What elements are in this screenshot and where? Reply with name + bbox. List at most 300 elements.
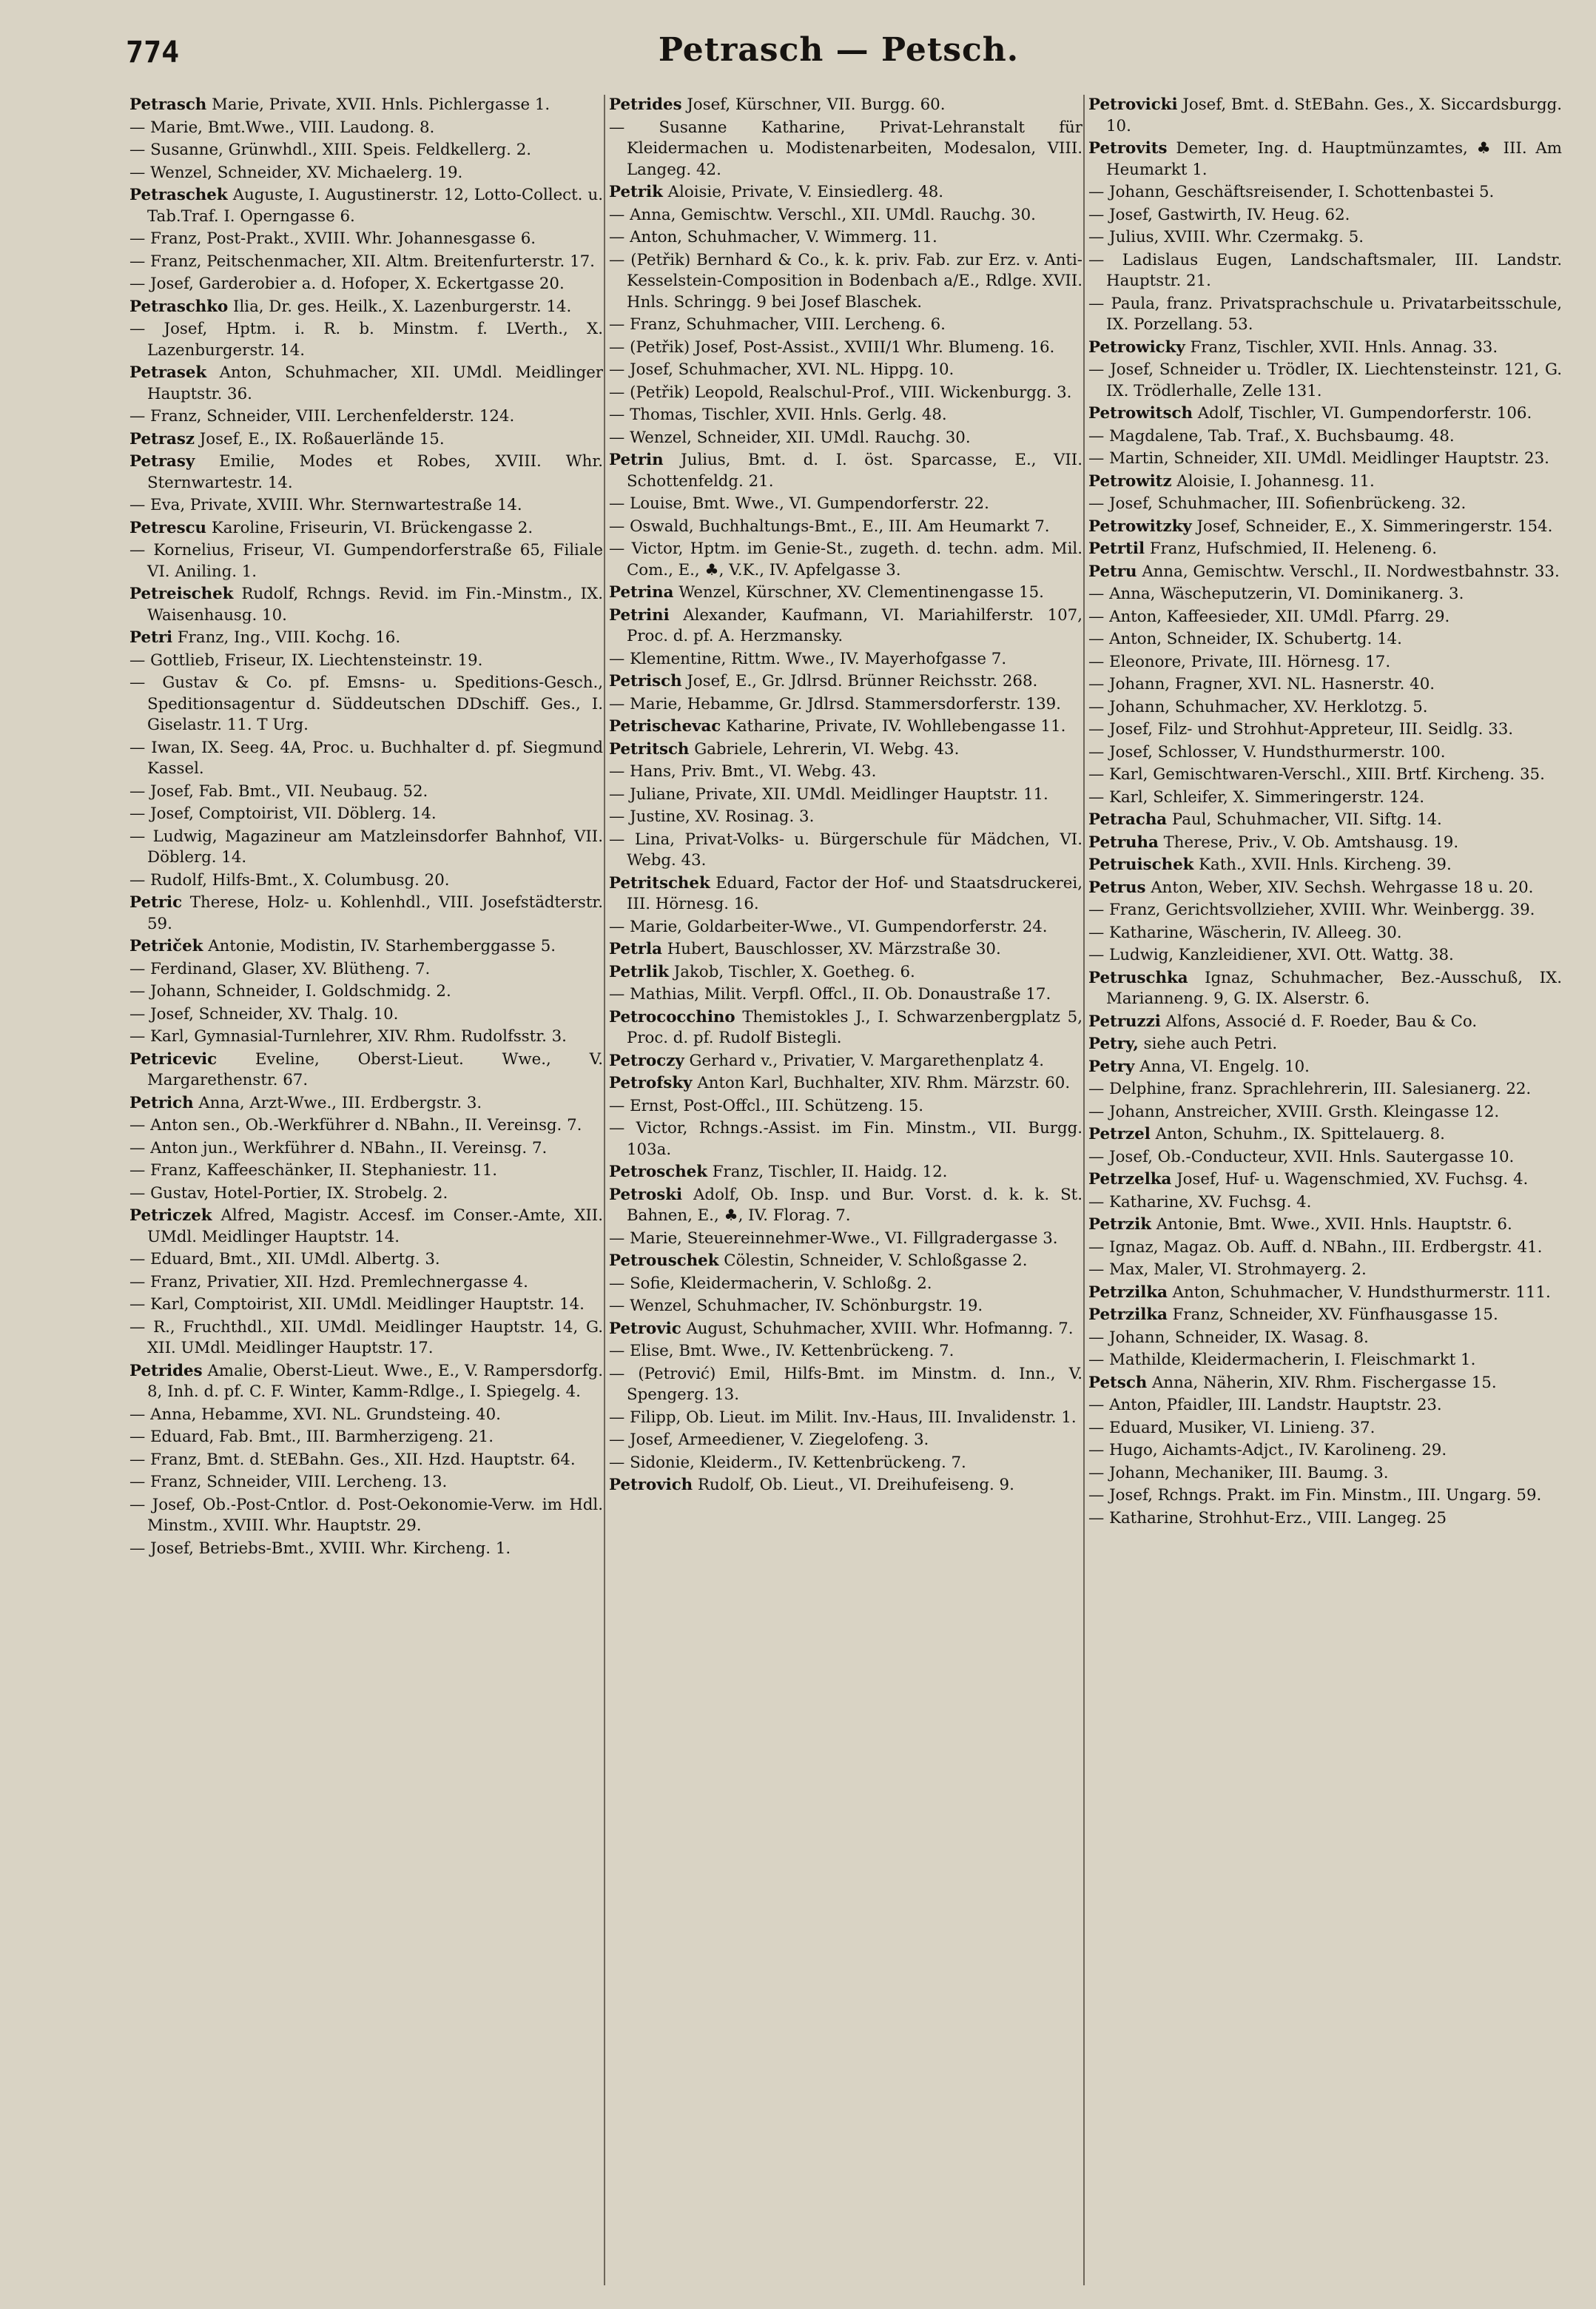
continuation-dash: — [129, 163, 151, 182]
entry-text: Eduard, Factor der Hof- und Staatsdruckerei, III. Hörnesg. 16. [627, 873, 1082, 913]
entry-surname: Petritsch [609, 739, 690, 759]
continuation-dash: — [609, 1297, 630, 1315]
directory-entry [609, 539, 1082, 581]
entry-text: Katharine, XV. Fuchsg. 4. [1109, 1192, 1312, 1211]
directory-entry [1088, 787, 1562, 809]
entry-text: Auguste, I. Augustinerstr. 12, Lotto-Collect. u. Tab.Traf. I. Operngasse 6. [147, 186, 603, 226]
continuation-dash: — [609, 784, 630, 804]
directory-entry [609, 1118, 1082, 1160]
continuation-dash: — [1088, 426, 1110, 446]
directory-entry [1088, 1237, 1562, 1259]
continuation-dash: — [129, 496, 151, 514]
entry-text: Sofie, Kleidermacherin, V. Schloßg. 2. [630, 1274, 932, 1293]
directory-entry [129, 1206, 603, 1248]
entry-text: Josef, Comptoirist, VII. Döblerg. 14. [150, 804, 437, 823]
directory-entry [609, 182, 1082, 204]
entry-text: Josef, Betriebs-Bmt., XVIII. Whr. Kircheng. 1. [150, 1539, 511, 1558]
directory-entry [1088, 719, 1562, 741]
entry-text: R., Fruchthdl., XII. UMdl. Meidlinger Hauptstr. 14, G. XII. UMdl. Meidlinger Hauptstr. 17. [147, 1317, 603, 1357]
continuation-dash: — [1088, 205, 1110, 224]
continuation-dash: — [609, 1364, 639, 1383]
entry-text: Josef, E., IX. Roßauerlände 15. [194, 429, 445, 448]
directory-entry [1088, 1169, 1562, 1191]
directory-entry [1088, 1305, 1562, 1326]
entry-text: Gottlieb, Friseur, IX. Liechtensteinstr. 19. [150, 651, 483, 670]
entry-text: Aloisie, I. Johannesg. 11. [1171, 471, 1375, 491]
directory-entry [129, 229, 603, 250]
entry-text: Josef, Gastwirth, IV. Heug. 62. [1109, 205, 1350, 224]
directory-entry [609, 1296, 1082, 1317]
directory-entry [129, 363, 603, 405]
directory-entry [1088, 945, 1562, 967]
entry-text: Franz, Gerichtsvollzieher, XVIII. Whr. Weinbergg. 39. [1109, 901, 1535, 919]
directory-entry [1088, 426, 1562, 448]
entry-text: Juliane, Private, XII. UMdl. Meidlinger Hauptstr. 11. [630, 784, 1048, 804]
continuation-dash: — [609, 205, 630, 224]
directory-entry [609, 227, 1082, 249]
directory-entry [609, 605, 1082, 648]
directory-entry [1088, 1395, 1562, 1416]
entry-text: Aloisie, Private, V. Einsiedlerg. 48. [662, 183, 944, 201]
directory-entry [609, 784, 1082, 806]
directory-entry [1088, 1373, 1562, 1394]
entry-text: Louise, Bmt. Wwe., VI. Gumpendorferstr. 22. [630, 494, 989, 513]
entry-text: Justine, XV. Rosinag. 3. [630, 807, 815, 826]
entry-text: Johann, Anstreicher, XVIII. Grsth. Kleingasse 12. [1109, 1102, 1500, 1121]
entry-text: Eleonore, Private, III. Hörnesg. 17. [1109, 652, 1391, 671]
entry-text: Cölestin, Schneider, V. Schloßgasse 2. [718, 1251, 1028, 1270]
continuation-dash: — [129, 141, 151, 159]
entry-text: Kornelius, Friseur, VI. Gumpendorferstraße 65, Filiale VI. Aniling. 1. [147, 541, 603, 581]
directory-entry [1088, 764, 1562, 786]
directory-entry [609, 1162, 1082, 1183]
directory-entry [129, 1495, 603, 1537]
continuation-dash: — [1088, 1508, 1110, 1527]
directory-entry [1088, 900, 1562, 921]
directory-entry [609, 582, 1082, 604]
directory-entry [1088, 697, 1562, 719]
directory-entry [1088, 968, 1562, 1010]
entry-surname: Petric [129, 893, 183, 912]
entry-text: Ernst, Post-Offcl., III. Schützeng. 15. [630, 1096, 924, 1115]
directory-entry [1088, 1124, 1562, 1146]
continuation-dash: — [129, 275, 151, 293]
entry-surname: Petry [1088, 1057, 1135, 1076]
continuation-dash: — [129, 1272, 151, 1291]
continuation-dash: — [1088, 630, 1110, 648]
directory-entry [129, 782, 603, 803]
directory-entry [129, 518, 603, 540]
continuation-dash: — [609, 1274, 630, 1293]
directory-entry [1088, 294, 1562, 336]
entry-text: Demeter, Ing. d. Hauptmünzamtes, ♣ III. Am Heumarkt 1. [1106, 139, 1562, 179]
directory-entry [609, 1430, 1082, 1451]
directory-entry [1088, 652, 1562, 673]
entry-text: Josef, Filz- und Strohhut-Appreteur, III. Seidlg. 33. [1109, 720, 1514, 739]
directory-entry [609, 337, 1082, 359]
entry-text: Alfons, Associé d. F. Roeder, Bau & Co. [1160, 1012, 1478, 1031]
continuation-dash: — [609, 807, 630, 826]
directory-entry [129, 1272, 603, 1294]
directory-entry [609, 428, 1082, 449]
directory-entry [129, 319, 603, 361]
continuation-dash: — [129, 541, 154, 559]
continuation-dash: — [609, 1408, 630, 1427]
entry-text: Lina, Privat-Volks- u. Bürgerschule für Mädchen, VI. Webg. 43. [627, 830, 1082, 870]
continuation-dash: — [129, 827, 153, 846]
directory-entry [129, 738, 603, 780]
entry-text: Max, Maler, VI. Strohmayerg. 2. [1109, 1260, 1367, 1279]
entry-surname: Petry, [1088, 1035, 1139, 1053]
entry-text: Josef, Schuhmacher, XVI. NL. Hippg. 10. [630, 360, 954, 379]
entry-text: Themistokles J., I. Schwarzenbergplatz 5, Proc. d. pf. Rudolf Bistegli. [627, 1007, 1082, 1047]
continuation-dash: — [609, 494, 630, 513]
entry-text: Marie, Hebamme, Gr. Jdlrsd. Stammersdorferstr. 139. [630, 694, 1061, 713]
page-header [126, 30, 1552, 81]
continuation-dash: — [1088, 742, 1110, 762]
entry-surname: Petrzilka [1088, 1283, 1168, 1302]
entry-text: Katharine, Private, IV. Wohllebengasse 11. [721, 717, 1066, 736]
directory-entry [129, 163, 603, 184]
continuation-dash: — [1088, 360, 1111, 379]
entry-text: Magdalene, Tab. Traf., X. Buchsbaumg. 48. [1109, 426, 1455, 446]
entry-text: Josef, Bmt. d. StEBahn. Ges., X. Siccardsburgg. 10. [1106, 95, 1562, 135]
entry-surname: Petrouschek [609, 1251, 719, 1270]
entry-surname: Petrus [1088, 878, 1146, 897]
directory-entry [1088, 1440, 1562, 1462]
continuation-dash: — [129, 782, 151, 801]
entry-text: Ignaz, Schuhmacher, Bez.-Ausschuß, IX. Marianneng. 9, G. IX. Alserstr. 6. [1106, 968, 1562, 1008]
directory-entry [129, 651, 603, 672]
continuation-dash: — [129, 982, 151, 1001]
directory-entry [609, 1341, 1082, 1362]
directory-entry [1088, 833, 1562, 854]
entry-surname: Petracha [1088, 810, 1168, 829]
directory-entry [609, 1364, 1082, 1406]
directory-entry [609, 1007, 1082, 1049]
directory-entry [129, 1183, 603, 1205]
entry-text: Josef, Schneider u. Trödler, IX. Liechtensteinstr. 121, G. IX. Trödlerhalle, Zelle 131. [1106, 360, 1562, 400]
entry-text: Alfred, Magistr. Accesf. im Conser.-Amte, XII. UMdl. Meidlinger Hauptstr. 14. [147, 1206, 603, 1246]
directory-entry [129, 495, 603, 517]
directory-entry [129, 804, 603, 825]
entry-surname: Petrasek [129, 363, 207, 382]
directory-entry [609, 383, 1082, 404]
entry-text: Marie, Bmt.Wwe., VIII. Laudong. 8. [150, 118, 435, 137]
directory-entry [129, 429, 603, 451]
continuation-dash: — [1088, 1080, 1110, 1098]
directory-entry [1088, 205, 1562, 226]
continuation-dash: — [129, 870, 151, 890]
entry-text: Rudolf, Rchngs. Revid. im Fin.-Minstm., IX. Waisenhausg. 10. [147, 585, 603, 625]
continuation-dash: — [129, 1161, 151, 1180]
entry-text: Josef, Ob.-Post-Cntlor. d. Post-Oekonomie-Verw. im Hdl. Minstm., XVIII. Whr. Hauptstr. 29. [147, 1495, 603, 1535]
entry-surname: Petrzilka [1088, 1305, 1168, 1324]
continuation-dash: — [129, 1473, 151, 1491]
running-head: Petrasch — Petsch. [658, 31, 1020, 69]
continuation-dash: — [609, 1096, 630, 1115]
continuation-dash: — [129, 1539, 151, 1558]
entry-text: Ludwig, Magazineur am Matzleinsdorfer Bahnhof, VII. Döblerg. 14. [147, 827, 603, 867]
entry-text: Katharine, Strohhut-Erz., VIII. Langeg. 25 [1109, 1508, 1447, 1527]
directory-entry [609, 118, 1082, 181]
column-rule [604, 95, 605, 2285]
entry-surname: Petroski [609, 1185, 683, 1204]
entry-text: Josef, Hptm. i. R. b. Minstm. f. LVerth., X. Lazenburgerstr. 14. [147, 320, 603, 360]
entry-text: Gerhard v., Privatier, V. Margarethenplatz 4. [684, 1051, 1045, 1070]
entry-surname: Petrowitzky [1088, 517, 1192, 536]
entry-text: Gustav & Co. pf. Emsns- u. Speditions-Gesch., Speditionsagentur d. Süddeutschen DDschiff. Ges., I. Giselastr. 11. T Urg. [147, 673, 603, 734]
continuation-dash: — [1088, 250, 1122, 269]
continuation-dash: — [609, 250, 631, 269]
entry-text: Rudolf, Ob. Lieut., VI. Dreihufeiseng. 9. [693, 1476, 1014, 1494]
continuation-dash: — [609, 1229, 630, 1248]
entry-text: Karl, Schleifer, X. Simmeringerstr. 124. [1109, 787, 1425, 807]
continuation-dash: — [1088, 1441, 1110, 1459]
continuation-dash: — [1088, 697, 1110, 716]
entry-surname: Petruischek [1088, 856, 1194, 874]
entry-text: (Petřik) Josef, Post-Assist., XVIII/1 Whr. Blumeng. 16. [630, 337, 1055, 357]
directory-entry [1088, 337, 1562, 359]
directory-entry [129, 1361, 603, 1403]
directory-entry [1088, 1418, 1562, 1439]
directory-entry [1088, 360, 1562, 402]
entry-text: Josef, Schlosser, V. Hundsthurmerstr. 100. [1109, 742, 1446, 762]
directory-entry [609, 917, 1082, 938]
directory-entry [609, 1185, 1082, 1227]
entry-text: Julius, Bmt. d. I. öst. Sparcasse, E., VII. Schottenfeldg. 21. [627, 451, 1082, 491]
entry-text: Franz, Schneider, XV. Fünfhausgasse 15. [1167, 1305, 1498, 1324]
continuation-dash: — [609, 694, 630, 713]
entry-text: Elise, Bmt. Wwe., IV. Kettenbrückeng. 7. [630, 1342, 954, 1360]
continuation-dash: — [129, 118, 151, 137]
directory-entry [609, 939, 1082, 961]
entry-text: Anna, Wäscheputzerin, VI. Dominikanerg. 3. [1109, 585, 1464, 603]
directory-entry [129, 870, 603, 892]
directory-entry [609, 1319, 1082, 1340]
entry-text: Ignaz, Magaz. Ob. Auff. d. NBahn., III. Erdbergstr. 41. [1109, 1237, 1543, 1257]
continuation-dash: — [609, 1119, 636, 1137]
entry-text: Therese, Priv., V. Ob. Amtshausg. 19. [1158, 833, 1459, 852]
entry-text: Johann, Schuhmacher, XV. Herklotzg. 5. [1109, 697, 1428, 716]
column-1 [129, 95, 603, 2285]
continuation-dash: — [129, 1428, 151, 1446]
entry-text: Josef, Garderobier a. d. Hofoper, X. Eckertgasse 20. [150, 275, 565, 293]
entry-text: Iwan, IX. Seeg. 4A, Proc. u. Buchhalter d. pf. Siegmund Kassel. [147, 738, 603, 778]
entry-text: Susanne Katharine, Privat-Lehranstalt für Kleidermachen u. Modistenarbeiten, Modesalon, VIII. Langeg. 42. [627, 118, 1082, 179]
continuation-dash: — [1088, 1147, 1110, 1166]
entry-text: Mathias, Milit. Verpfl. Offcl., II. Ob. Donaustraße 17. [630, 985, 1051, 1004]
continuation-dash: — [609, 1431, 630, 1449]
entry-text: Josef, Kürschner, VII. Burgg. 60. [681, 95, 946, 114]
directory-entry [609, 494, 1082, 515]
entry-text: Julius, XVIII. Whr. Czermakg. 5. [1109, 228, 1364, 246]
directory-entry [1088, 584, 1562, 605]
directory-entry [1088, 1034, 1562, 1055]
entry-text: Karoline, Friseurin, VI. Brückengasse 2. [206, 518, 533, 537]
continuation-dash: — [129, 959, 151, 978]
directory-entry [1088, 855, 1562, 876]
entry-text: Franz, Privatier, XII. Hzd. Premlechnergasse 4. [150, 1272, 528, 1291]
directory-entry [609, 360, 1082, 381]
directory-entry [129, 893, 603, 935]
continuation-dash: — [1088, 946, 1110, 964]
continuation-dash: — [129, 1183, 151, 1203]
continuation-dash: — [1088, 675, 1110, 693]
directory-entry [609, 1274, 1082, 1295]
continuation-dash: — [609, 383, 630, 402]
directory-entry [609, 315, 1082, 336]
entry-text: Mathilde, Kleidermacherin, I. Fleischmarkt 1. [1109, 1351, 1476, 1369]
entry-text: Filipp, Ob. Lieut. im Milit. Inv.-Haus, III. Invalidenstr. 1. [630, 1408, 1077, 1427]
directory-entry [1088, 1214, 1562, 1236]
entry-surname: Petrovic [609, 1319, 681, 1338]
directory-entry [609, 95, 1082, 116]
continuation-dash: — [609, 315, 630, 334]
entry-text: Hubert, Bauschlosser, XV. Märzstraße 30. [661, 940, 1001, 958]
entry-text: Martin, Schneider, XII. UMdl. Meidlinger Hauptstr. 23. [1109, 449, 1549, 468]
directory-entry [129, 1026, 603, 1048]
directory-entry [609, 694, 1082, 716]
entry-text: Franz, Ing., VIII. Kochg. 16. [172, 628, 401, 647]
directory-entry [609, 962, 1082, 984]
entry-text: Anton, Weber, XIV. Sechsh. Wehrgasse 18 u. 20. [1145, 878, 1534, 897]
entry-surname: Petrides [609, 95, 682, 114]
continuation-dash: — [1088, 1192, 1110, 1211]
entry-text: Gustav, Hotel-Portier, IX. Strobelg. 2. [150, 1183, 448, 1203]
entry-surname: Petrasy [129, 452, 195, 471]
continuation-dash: — [1088, 901, 1110, 919]
continuation-dash: — [129, 804, 151, 823]
entry-surname: Petrik [609, 183, 663, 201]
entry-surname: Petru [1088, 562, 1137, 581]
continuation-dash: — [129, 738, 152, 757]
directory-entry [1088, 1057, 1562, 1078]
continuation-dash: — [1088, 183, 1110, 201]
continuation-dash: — [609, 517, 630, 536]
entry-text: Josef, Fab. Bmt., VII. Neubaug. 52. [150, 782, 428, 801]
continuation-dash: — [609, 1453, 630, 1472]
directory-entry [129, 540, 603, 582]
continuation-dash: — [1088, 1328, 1110, 1347]
continuation-dash: — [609, 406, 630, 424]
entry-text: Anton, Kaffeesieder, XII. UMdl. Pfarrg. 29. [1109, 607, 1450, 626]
entry-text: (Petřik) Bernhard & Co., k. k. priv. Fab. zur Erz. v. Anti-Kesselstein-Composition in Bodenbach a/E., Rdlge. XVII. Hnls. Schringg. 9 bei Josef Blaschek. [627, 250, 1082, 312]
directory-entry [129, 118, 603, 139]
entry-text: Josef, Rchngs. Prakt. im Fin. Minstm., III. Ungarg. 59. [1109, 1486, 1542, 1505]
directory-entry [129, 981, 603, 1003]
directory-entry [1088, 607, 1562, 628]
entry-text: Therese, Holz- u. Kohlenhdl., VIII. Josefstädterstr. 59. [147, 893, 603, 933]
entry-surname: Petrin [609, 451, 664, 469]
continuation-dash: — [1088, 765, 1110, 784]
continuation-dash: — [1088, 923, 1110, 942]
directory-entry [129, 1249, 603, 1271]
entry-surname: Petrovich [609, 1476, 693, 1494]
directory-entry [129, 252, 603, 273]
directory-entry [1088, 562, 1562, 583]
directory-entry [1088, 674, 1562, 696]
entry-text: Klementine, Rittm. Wwe., IV. Mayerhofgasse 7. [630, 649, 1007, 668]
entry-surname: Petrich [129, 1093, 194, 1112]
entry-surname: Petri [129, 628, 173, 647]
continuation-dash: — [1088, 1102, 1110, 1121]
continuation-dash: — [1088, 585, 1110, 603]
continuation-dash: — [129, 320, 164, 338]
entry-surname: Petrini [609, 605, 670, 625]
directory-entry [1088, 1012, 1562, 1033]
continuation-dash: — [1088, 787, 1110, 807]
entry-text: Ilia, Dr. ges. Heilk., X. Lazenburgerstr. 14. [228, 297, 572, 316]
entry-text: Eveline, Oberst-Lieut. Wwe., V. Margarethenstr. 67. [147, 1049, 603, 1089]
entry-surname: Petrofsky [609, 1074, 693, 1092]
entry-surname: Petrovicki [1088, 95, 1178, 114]
entry-text: Marie, Private, XVII. Hnls. Pichlergasse 1. [206, 95, 550, 114]
directory-entry [129, 1004, 603, 1026]
entry-text: Anna, Gemischtw. Verschl., XII. UMdl. Rauchg. 30. [630, 205, 1036, 224]
directory-entry [1088, 539, 1562, 560]
entry-text: Ferdinand, Glaser, XV. Blütheng. 7. [150, 959, 431, 978]
entry-text: Ladislaus Eugen, Landschaftsmaler, III. Landstr. Hauptstr. 21. [1106, 250, 1562, 290]
directory-entry [609, 1229, 1082, 1250]
directory-entry [1088, 1079, 1562, 1100]
directory-entry [1088, 250, 1562, 292]
directory-entry [1088, 1508, 1562, 1530]
continuation-dash: — [609, 228, 630, 246]
entry-surname: Petrowitz [1088, 471, 1172, 491]
continuation-dash: — [129, 1004, 151, 1024]
entry-text: Jakob, Tischler, X. Goetheg. 6. [669, 962, 915, 981]
directory-entry [1088, 494, 1562, 515]
entry-text: Josef, Schneider, XV. Thalg. 10. [150, 1004, 399, 1024]
entry-surname: Petrla [609, 940, 662, 958]
entry-text: Anna, Hebamme, XVI. NL. Grundsteing. 40. [150, 1405, 501, 1424]
continuation-dash: — [1088, 607, 1110, 626]
continuation-dash: — [129, 1405, 151, 1424]
directory-entry [129, 584, 603, 626]
directory-entry [609, 984, 1082, 1006]
directory-entry [609, 1051, 1082, 1072]
entry-surname: Petruha [1088, 833, 1159, 852]
entry-text: Anton, Schuhmacher, XII. UMdl. Meidlinger Hauptstr. 36. [147, 363, 603, 403]
entry-text: Anton Karl, Buchhalter, XIV. Rhm. Märzstr. 60. [692, 1074, 1071, 1092]
entry-text: Amalie, Oberst-Lieut. Wwe., E., V. Rampersdorfg. 8, Inh. d. pf. C. F. Winter, Kamm-Rdlge., I. Spiegelg. 4. [147, 1361, 603, 1401]
directory-entry [1088, 517, 1562, 538]
entry-text: Sidonie, Kleiderm., IV. Kettenbrückeng. 7. [630, 1453, 966, 1472]
entry-text: Wenzel, Schneider, XII. UMdl. Rauchg. 30. [630, 428, 971, 447]
entry-text: Anton, Schuhm., IX. Spittelauerg. 8. [1150, 1125, 1445, 1143]
directory-entry [609, 739, 1082, 761]
directory-entry [1088, 923, 1562, 944]
entry-text: siehe auch Petri. [1138, 1035, 1278, 1053]
directory-entry [609, 205, 1082, 226]
directory-entry [129, 140, 603, 161]
continuation-dash: — [129, 1027, 151, 1046]
directory-entry [1088, 95, 1562, 137]
directory-entry [129, 1317, 603, 1359]
page-number: 774 [126, 36, 180, 70]
directory-entry [129, 274, 603, 295]
directory-entry [609, 1453, 1082, 1474]
entry-surname: Petrovits [1088, 139, 1168, 158]
directory-entry [129, 1294, 603, 1316]
entry-text: Adolf, Tischler, VI. Gumpendorferstr. 106. [1192, 404, 1532, 423]
entry-text: Victor, Hptm. im Genie-St., zugeth. d. techn. adm. Mil. Com., E., ♣, V.K., IV. Apfelgasse 3. [627, 540, 1082, 579]
entry-text: Ludwig, Kanzleidiener, XVI. Ott. Wattg. 38. [1109, 946, 1454, 964]
column-3 [1088, 95, 1562, 2285]
directory-entry [129, 95, 603, 116]
entry-surname: Petroczy [609, 1051, 684, 1070]
